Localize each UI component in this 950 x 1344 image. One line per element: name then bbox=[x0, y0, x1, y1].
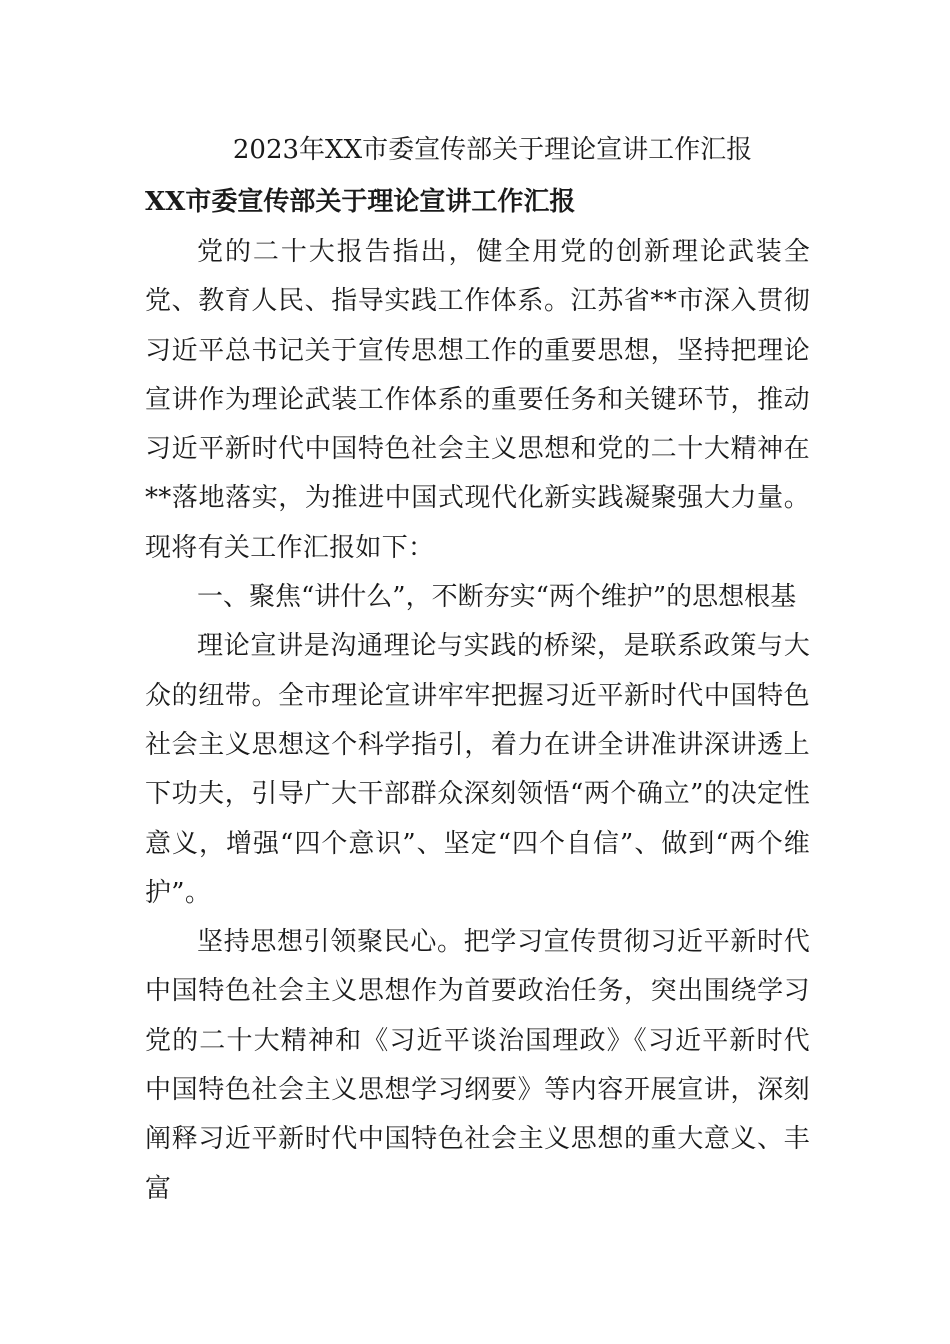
document-title: 2023年XX市委宣传部关于理论宣讲工作汇报 bbox=[232, 135, 753, 165]
document-body bbox=[145, 124, 810, 1214]
document-subtitle: XX市委宣传部关于理论宣讲工作汇报 bbox=[145, 187, 576, 217]
section-1-paragraph-1: 理论宣讲是沟通理论与实践的桥梁，是联系政策与大众的纽带。全市理论宣讲牢牢把握习近平新时代中国特色社会主义思想这个科学指引，着力在讲全讲准讲深讲透上下功夫，引导广大干部群众深刻领悟“两个确立”的决定性意义，增强“四个意识”、坚定“四个自信”、做到“两个维护”。 bbox=[145, 631, 810, 908]
section-1-paragraph-2: 坚持思想引领聚民心。把学习宣传贯彻习近平新时代中国特色社会主义思想作为首要政治任务，突出围绕学习党的二十大精神和《习近平谈治国理政》《习近平新时代中国特色社会主义思想学习纲要》等内容开展宣讲，深刻阐释习近平新时代中国特色社会主义思想的重大意义、丰富 bbox=[145, 927, 810, 1204]
intro-paragraph: 党的二十大报告指出，健全用党的创新理论武装全党、教育人民、指导实践工作体系。江苏省**市深入贯彻习近平总书记关于宣传思想工作的重要思想，坚持把理论宣讲作为理论武装工作体系的重要任务和关键环节，推动习近平新时代中国特色社会主义思想和党的二十大精神在**落地落实，为推进中国式现代化新实践凝聚强大力量。现将有关工作汇报如下： bbox=[145, 237, 810, 563]
section-heading-1: 一、聚焦“讲什么”，不断夯实“两个维护”的思想根基 bbox=[197, 582, 797, 613]
